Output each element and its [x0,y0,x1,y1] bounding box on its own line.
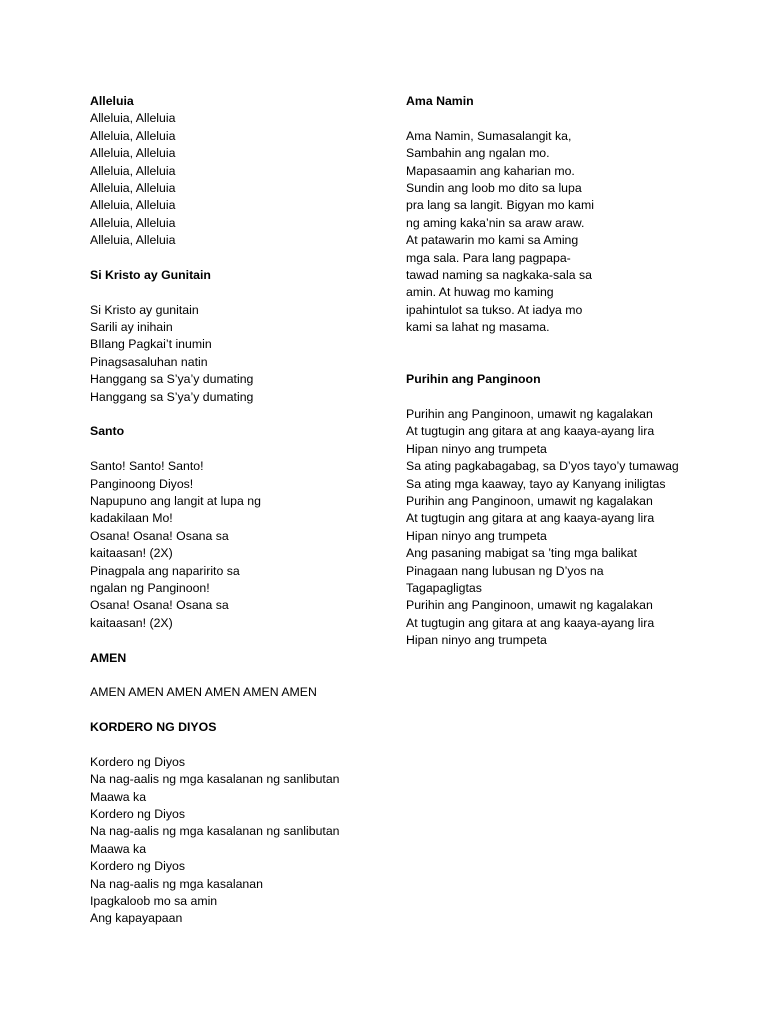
lyric-line: Purihin ang Panginoon, umawit ng kagalakan [406,598,653,613]
lyric-line: Hanggang sa S’ya’y dumating [90,372,254,387]
lyric-line: kadakilaan Mo! [90,511,173,526]
lyric-line: Hipan ninyo ang trumpeta [406,441,547,456]
lyric-line: Ama Namin, Sumasalangit ka, [406,128,572,143]
lyric-line: At tugtugin ang gitara at ang kaaya-ayang lira [406,424,655,439]
lyric-line: mga sala. Para lang pagpapa- [406,250,571,265]
lyric-line: Hipan ninyo ang trumpeta [406,528,547,543]
lyric-line: AMEN AMEN AMEN AMEN AMEN AMEN [90,685,317,700]
lyric-line: amin. At huwag mo kaming [406,285,554,300]
blank-line [90,441,390,458]
lyric-line: Sarili ay inihain [90,320,173,335]
right-column [406,93,766,650]
left-column [90,93,390,928]
lyric-line: Napupuno ang langit at lupa ng [90,493,261,508]
lyric-line: Alleluia, Alleluia [90,163,176,178]
lyric-line: Purihin ang Panginoon, umawit ng kagalakan [406,407,653,422]
lyric-line: Kordero ng Diyos [90,859,186,874]
lyric-line: ngalan ng Panginoon! [90,580,210,595]
lyric-line: Sambahin ang ngalan mo. [406,146,550,161]
lyric-line: Hipan ninyo ang trumpeta [406,633,547,648]
song-title: Alleluia [90,94,134,108]
lyric-line: Si Kristo ay gunitain [90,302,199,317]
blank-line [406,336,766,353]
lyric-line: Hanggang sa S’ya’y dumating [90,389,254,404]
lyric-line: Na nag-aalis ng mga kasalanan ng sanlibutan [90,772,340,787]
song-title: Si Kristo ay Gunitain [90,267,211,282]
lyric-line: BIlang Pagkai’t inumin [90,337,212,352]
lyric-line: Pinagsasaluhan natin [90,354,208,369]
lyric-line: Panginoong Diyos! [90,476,194,491]
lyric-line: kaitaasan! (2X) [90,615,173,630]
lyric-line: Santo! Santo! Santo! [90,459,204,474]
lyric-line: pra lang sa langit. Bigyan mo kami [406,198,594,213]
lyric-line: At patawarin mo kami sa Aming [406,233,579,248]
lyric-line: Na nag-aalis ng mga kasalanan ng sanlibutan [90,824,340,839]
lyric-line: Purihin ang Panginoon, umawit ng kagalakan [406,493,653,508]
lyric-line: At tugtugin ang gitara at ang kaaya-ayang lira [406,615,655,630]
lyric-line: Alleluia, Alleluia [90,198,176,213]
lyric-line: Pinagpala ang naparirito sa [90,563,240,578]
lyric-line: Maawa ka [90,789,147,804]
song-title: Ama Namin [406,94,474,108]
blank-line [90,632,390,649]
lyric-line: At tugtugin ang gitara at ang kaaya-ayang lira [406,511,655,526]
lyric-line: Alleluia, Alleluia [90,215,176,230]
song-title: AMEN [90,650,127,665]
lyric-line: Alleluia, Alleluia [90,128,176,143]
lyric-line: Ang kapayapaan [90,911,183,926]
blank-line [90,736,390,753]
lyric-line: ng aming kaka’nin sa araw araw. [406,215,585,230]
song-title: Purihin ang Panginoon [406,372,541,387]
lyric-line: kaitaasan! (2X) [90,546,173,561]
song-title: KORDERO NG DIYOS [90,720,217,735]
lyric-line: Alleluia, Alleluia [90,111,176,126]
blank-line [90,702,390,719]
lyric-line: Sa ating mga kaaway, tayo ay Kanyang iniligtas [406,476,666,491]
blank-line [90,667,390,684]
lyric-line: Osana! Osana! Osana sa [90,528,229,543]
lyric-line: Ipagkaloob mo sa amin [90,893,218,908]
lyric-line: Osana! Osana! Osana sa [90,598,229,613]
lyric-line: kami sa lahat ng masama. [406,320,550,335]
lyric-line: Mapasaamin ang kaharian mo. [406,163,575,178]
lyric-line: Sundin ang loob mo dito sa lupa [406,180,582,195]
blank-line [90,284,390,301]
lyric-line: Na nag-aalis ng mga kasalanan [90,876,263,891]
lyric-line: Alleluia, Alleluia [90,180,176,195]
lyric-line: tawad naming sa nagkaka-sala sa [406,267,592,282]
blank-line [406,389,766,406]
blank-line [406,110,766,127]
lyric-line: ipahintulot sa tukso. At iadya mo [406,302,583,317]
blank-line [90,406,390,423]
lyric-line: Pinagaan nang lubusan ng D’yos na [406,563,604,578]
blank-line [90,250,390,267]
lyric-line: Alleluia, Alleluia [90,233,176,248]
lyric-line: Ang pasaning mabigat sa ’ting mga balikat [406,546,638,561]
lyric-line: Kordero ng Diyos [90,754,186,769]
song-title: Santo [90,424,125,439]
lyric-line: Alleluia, Alleluia [90,146,176,161]
lyric-line: Maawa ka [90,841,147,856]
lyric-line: Kordero ng Diyos [90,807,186,822]
blank-line [406,354,766,371]
lyric-line: Sa ating pagkabagabag, sa D’yos tayo’y tumawag [406,459,679,474]
lyric-line: Tagapagligtas [406,580,482,595]
